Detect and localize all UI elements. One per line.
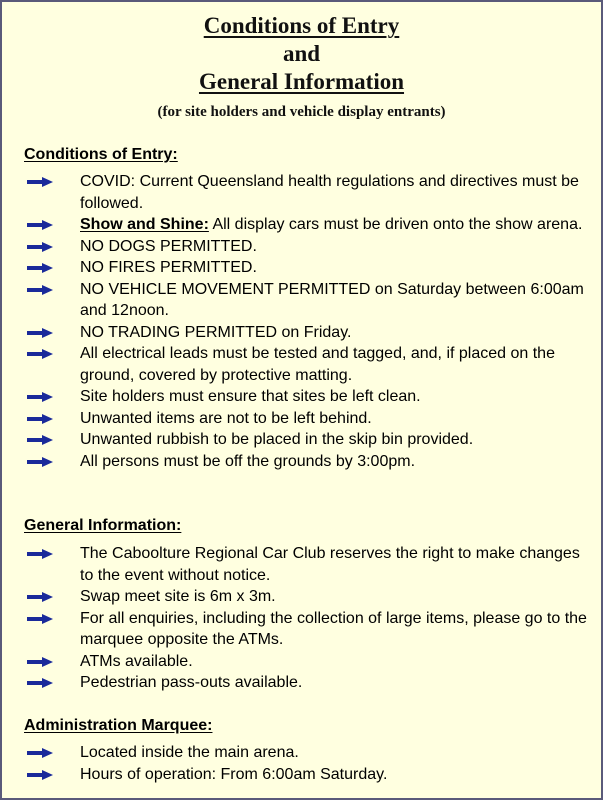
general-list bbox=[2, 543, 601, 694]
list-item bbox=[2, 236, 601, 258]
item-text: Swap meet site is 6m x 3m. bbox=[80, 588, 276, 605]
list-item bbox=[2, 429, 601, 451]
item-text: Unwanted rubbish to be placed in the skip bin provided. bbox=[80, 431, 474, 448]
item-text: For all enquiries, including the collection of large items, please go to the marquee opposite the ATMs. bbox=[80, 609, 587, 648]
list-item bbox=[2, 214, 601, 236]
right-arrow-icon bbox=[27, 457, 53, 467]
list-item bbox=[2, 764, 601, 786]
item-text: NO FIRES PERMITTED. bbox=[80, 259, 257, 276]
right-arrow-icon bbox=[27, 177, 53, 187]
right-arrow-icon bbox=[27, 220, 53, 230]
subtitle: (for site holders and vehicle display entrants) bbox=[157, 104, 446, 120]
list-item bbox=[2, 451, 601, 473]
right-arrow-icon bbox=[27, 414, 53, 424]
list-item bbox=[2, 742, 601, 764]
list-item bbox=[2, 322, 601, 344]
right-arrow-icon bbox=[27, 748, 53, 758]
list-item bbox=[2, 408, 601, 430]
list-item bbox=[2, 257, 601, 279]
right-arrow-icon bbox=[27, 285, 53, 295]
item-text: Site holders must ensure that sites be left clean. bbox=[80, 388, 421, 405]
item-text: Unwanted items are not to be left behind. bbox=[80, 409, 372, 427]
item-text: Pedestrian pass-outs available. bbox=[80, 674, 303, 691]
right-arrow-icon bbox=[27, 349, 53, 359]
right-arrow-icon bbox=[27, 435, 53, 445]
list-item bbox=[2, 543, 601, 586]
title-line-3 bbox=[2, 68, 601, 96]
item-text: Hours of operation: From 6:00am Saturday. bbox=[80, 765, 388, 783]
item-text: All electrical leads must be tested and tagged, and, if placed on the ground, covered by protective matting. bbox=[80, 345, 555, 384]
title-line-1 bbox=[2, 12, 601, 40]
list-item bbox=[2, 586, 601, 608]
right-arrow-icon bbox=[27, 592, 53, 602]
title-general-information: General Information bbox=[198, 69, 405, 94]
item-text: COVID: Current Queensland health regulations and directives must be followed. bbox=[80, 173, 579, 212]
right-arrow-icon bbox=[27, 678, 53, 688]
general-heading: General Information: bbox=[24, 517, 182, 534]
item-text: ATMs available. bbox=[80, 652, 193, 670]
item-text: All persons must be off the grounds by 3:00pm. bbox=[80, 452, 416, 470]
item-emphasis: Show and Shine: bbox=[80, 216, 209, 233]
item-text: NO DOGS PERMITTED. bbox=[80, 237, 257, 255]
conditions-list bbox=[2, 171, 601, 472]
list-item bbox=[2, 171, 601, 214]
right-arrow-icon bbox=[27, 392, 53, 402]
right-arrow-icon bbox=[27, 328, 53, 338]
title-line-2 bbox=[2, 40, 601, 68]
title-and: and bbox=[282, 41, 321, 66]
list-item bbox=[2, 672, 601, 694]
item-text: All display cars must be driven onto the show arena. bbox=[208, 216, 583, 233]
list-item bbox=[2, 608, 601, 651]
item-text: The Caboolture Regional Car Club reserves the right to make changes to the event without notice. bbox=[80, 545, 580, 584]
right-arrow-icon bbox=[27, 549, 53, 559]
right-arrow-icon bbox=[27, 242, 53, 252]
item-text: Located inside the main arena. bbox=[80, 744, 299, 761]
item-text: NO VEHICLE MOVEMENT PERMITTED on Saturday between 6:00am and 12noon. bbox=[80, 280, 584, 319]
item-text: NO TRADING PERMITTED on Friday. bbox=[80, 323, 352, 341]
right-arrow-icon bbox=[27, 614, 53, 624]
right-arrow-icon bbox=[27, 657, 53, 667]
admin-list bbox=[2, 742, 601, 785]
list-item bbox=[2, 343, 601, 386]
list-item bbox=[2, 279, 601, 322]
title-conditions-of-entry: Conditions of Entry bbox=[203, 13, 400, 38]
right-arrow-icon bbox=[27, 770, 53, 780]
conditions-heading: Conditions of Entry: bbox=[24, 146, 178, 163]
right-arrow-icon bbox=[27, 263, 53, 273]
list-item bbox=[2, 386, 601, 408]
list-item bbox=[2, 651, 601, 673]
admin-heading: Administration Marquee: bbox=[24, 717, 213, 734]
